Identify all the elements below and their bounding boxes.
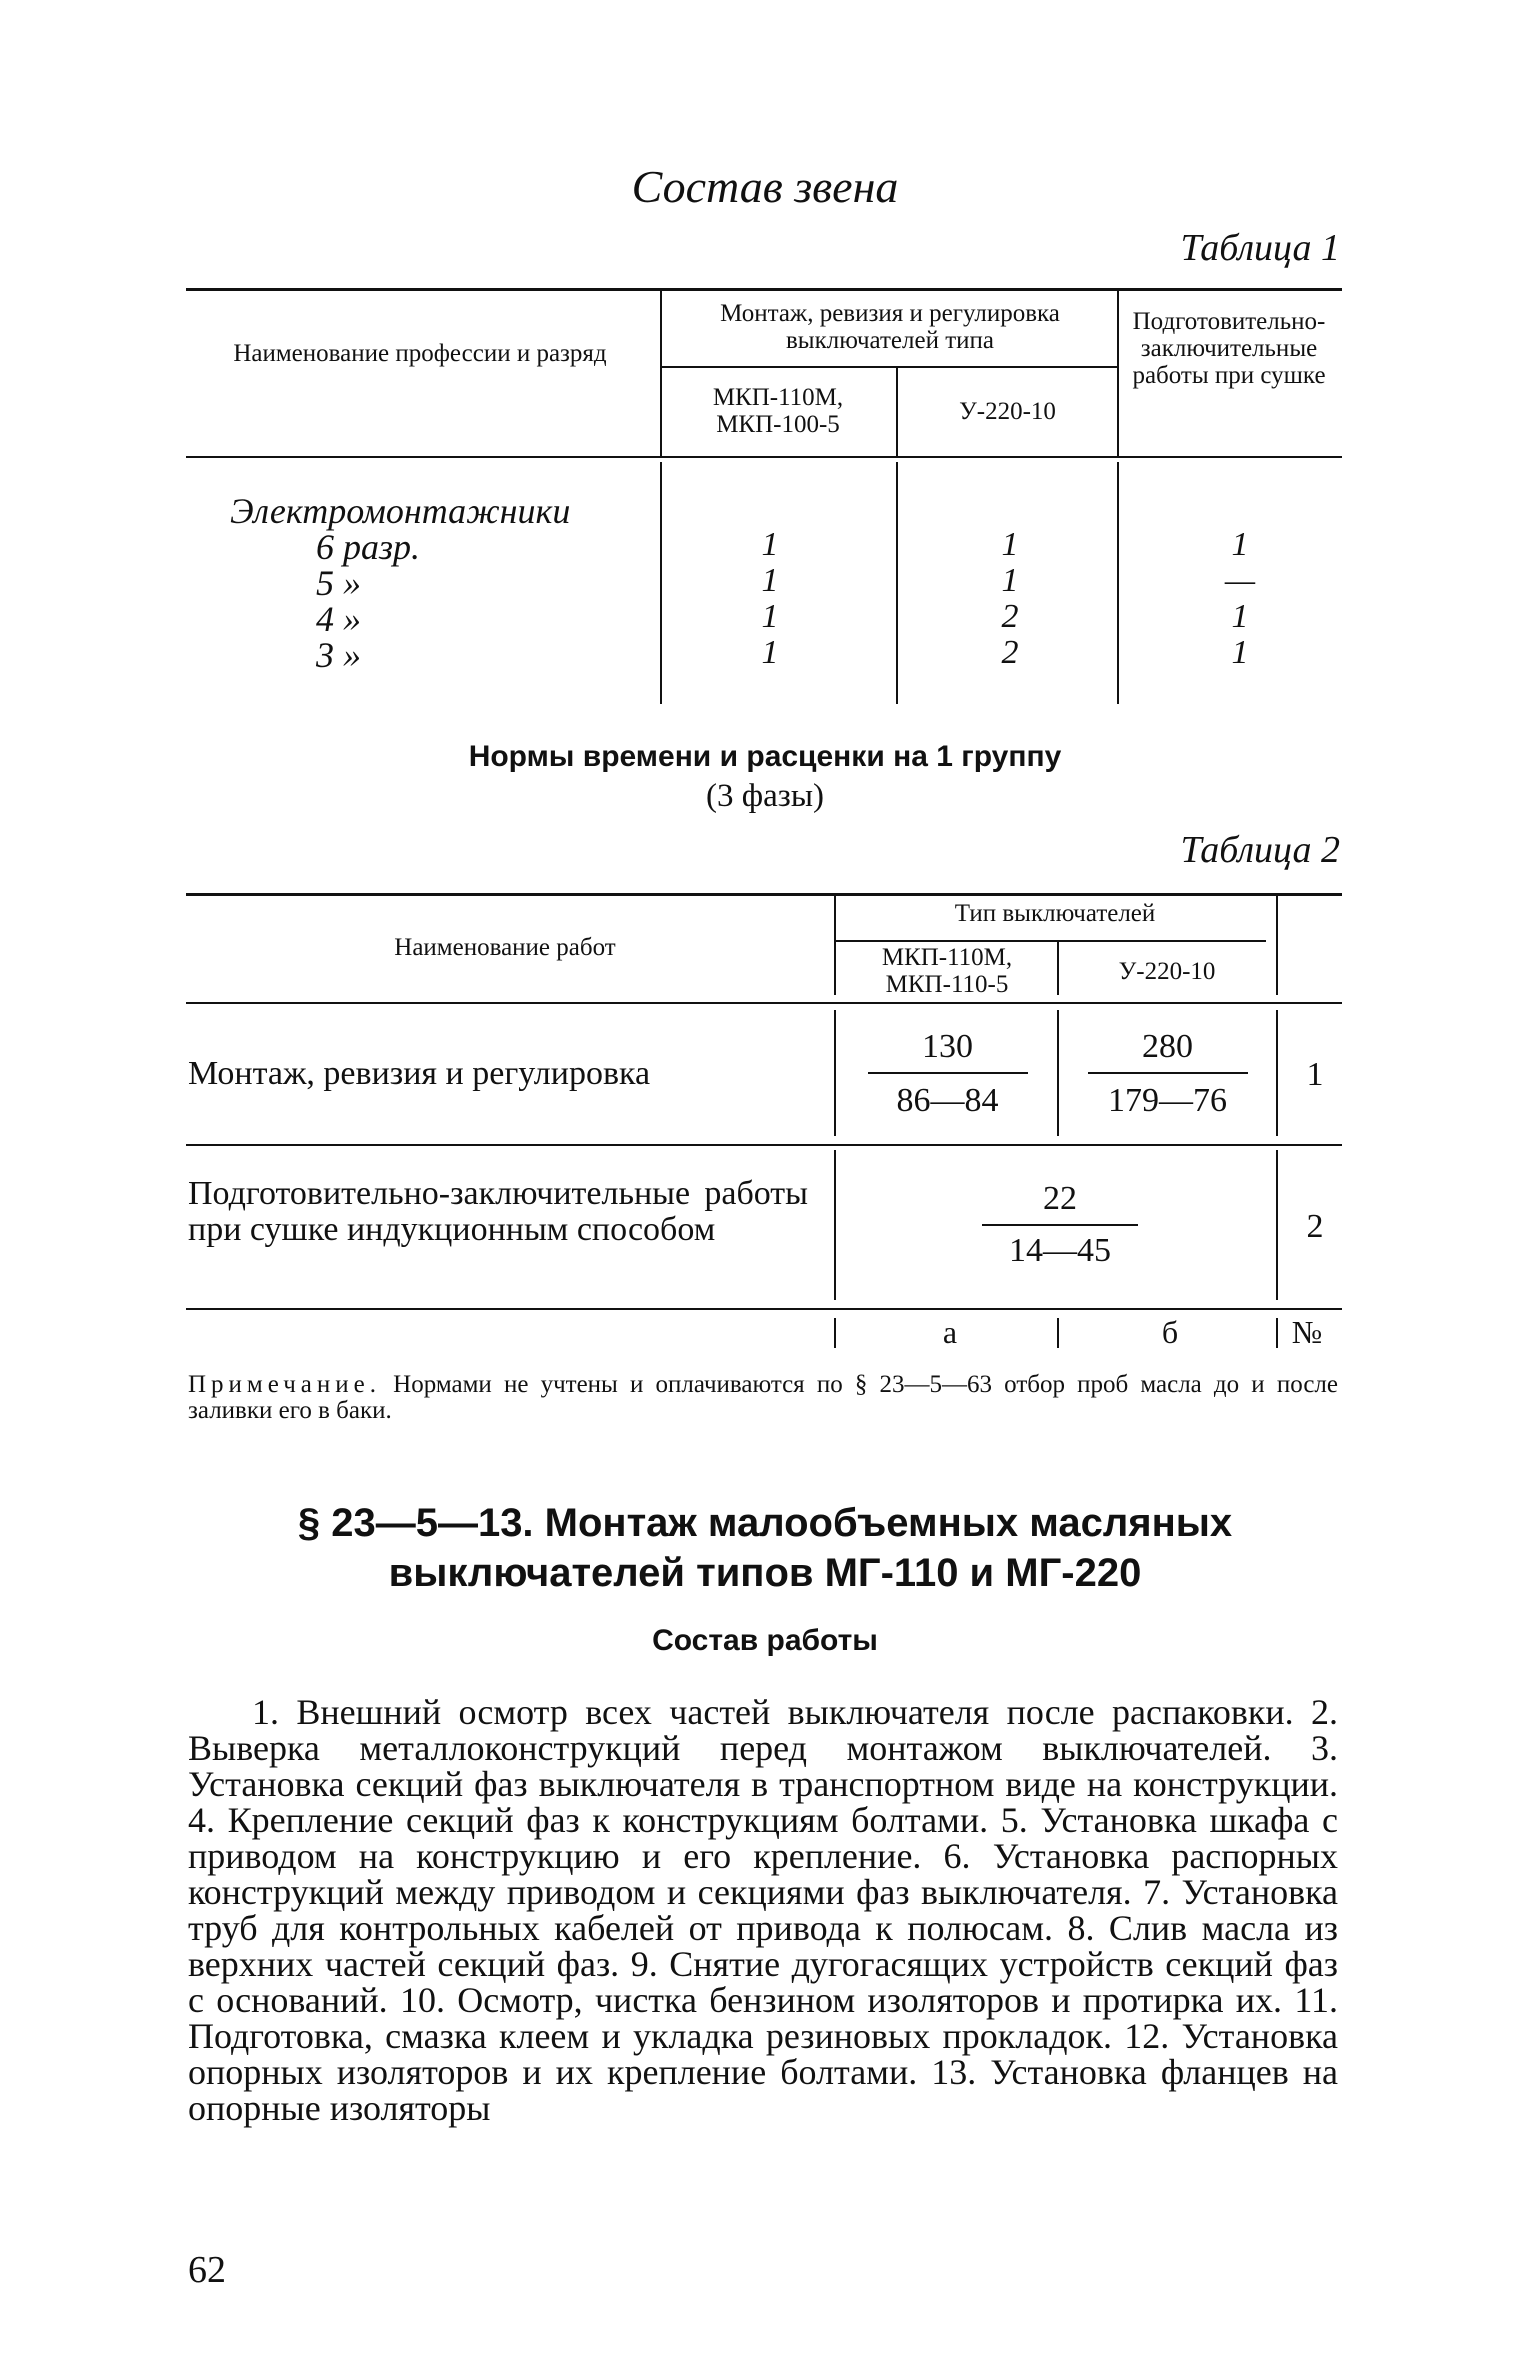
table2-footer-a: а	[942, 1314, 958, 1350]
table2-col-work: Наименование работ	[394, 934, 616, 961]
table1-vline-1	[660, 290, 662, 456]
table1-vline-2	[896, 368, 898, 456]
table1-heading: Состав звена	[631, 161, 899, 212]
table2-vline-7	[834, 1150, 836, 1300]
table2-footer-b: б	[1161, 1314, 1179, 1350]
table1-grade-5: 5 »	[316, 563, 361, 603]
table2-top-rule	[186, 893, 1342, 896]
table2-vline-10	[1057, 1318, 1059, 1348]
table2-row1-a-fraction-bar	[868, 1072, 1028, 1074]
section-subtitle: Состав работы	[652, 1624, 878, 1657]
page-number: 62	[188, 2249, 226, 2291]
table2-vline-2	[1057, 942, 1059, 995]
table2-col-b: У-220-10	[1118, 958, 1216, 985]
table1-vline-5	[896, 462, 898, 704]
table2-heading-line2: (3 фазы)	[706, 778, 824, 814]
table1-r1-a: 1	[761, 526, 779, 563]
table2-vline-5	[1057, 1010, 1059, 1136]
table1-label: Таблица 1	[1180, 227, 1340, 269]
table1-grade-3: 3 »	[316, 635, 361, 675]
table1-r3-c: 1	[1231, 598, 1249, 635]
table2-vline-8	[1276, 1150, 1278, 1300]
table1-grade-6: 6 разр.	[316, 527, 421, 567]
table1-col-a: МКП-110М, МКП-100-5	[712, 384, 844, 438]
table1-r2-b: 1	[1001, 562, 1019, 599]
table2-note	[188, 1372, 1338, 1424]
table1-col-profession: Наименование профессии и разряд	[233, 340, 607, 367]
table2-row1-no: 1	[1306, 1056, 1324, 1093]
table1-r1-c: 1	[1231, 526, 1249, 563]
section-title	[200, 1498, 1330, 1598]
table1-top-rule	[186, 288, 1342, 291]
table1-r3-a: 1	[761, 598, 779, 635]
table1-profession: Электромонтажники	[230, 491, 571, 531]
table2-col-a: МКП-110М, МКП-110-5	[881, 944, 1013, 998]
table1-r4-b: 2	[1001, 634, 1019, 671]
table2-bottom-rule	[186, 1308, 1342, 1310]
table2-row2-bottom: 14—45	[1009, 1232, 1111, 1269]
note-label: Примечание.	[188, 1371, 382, 1398]
table1-grade-4: 4 »	[316, 599, 361, 639]
table2-row1-name: Монтаж, ревизия и регулировка	[188, 1055, 651, 1092]
table1-col-c: Подготовительно-заключительные работы при сушке	[1132, 308, 1326, 389]
table1-r1-b: 1	[1001, 526, 1019, 563]
table2-row1-a-bottom: 86—84	[896, 1082, 999, 1119]
table2-row1-b-top: 280	[1142, 1028, 1193, 1065]
table2-vline-1	[834, 895, 836, 995]
table1-header-rule	[186, 456, 1342, 458]
table2-subheader-rule	[836, 940, 1266, 942]
table2-footer-no: №	[1291, 1314, 1323, 1350]
section-title-line1: § 23—5—13. Монтаж малообъемных масляных	[297, 1501, 1233, 1545]
table2-col-type: Тип выключателей	[954, 900, 1156, 927]
table2-row2-top: 22	[1043, 1180, 1077, 1217]
table1-r3-b: 2	[1001, 598, 1019, 635]
table2-row2-fraction-bar	[982, 1224, 1138, 1226]
table2-vline-3	[1276, 895, 1278, 995]
table1-col-group: Монтаж, ревизия и регулировка выключателей типа	[720, 300, 1060, 354]
table1-subheader-rule	[662, 366, 1118, 368]
section-body: 1. Внешний осмотр всех частей выключателя после распаковки. 2. Выверка металлоконструкций перед монтажом выключателей. 3. Установка секций фаз выключателя в транспортном виде на конструкции. 4. Крепление секций фаз к конструкциям болтами. 5. Установка шкафа с приводом на конструкцию и его крепление. 6. Установка распорных конструкций между приводом и секциями фаз выключателя. 7. Установка труб для контрольных кабелей от привода к полюсам. 8. Слив масла из верхних частей секций фаз. 9. Снятие дугогасящих устройств секций фаз с оснований. 10. Осмотр, чистка бензином изоляторов и протирка их. 11. Подготовка, смазка клеем и укладка резиновых прокладок. 12. Установка опорных изоляторов и их крепление болтами. 13. Установка фланцев на опорные изоляторы	[188, 1694, 1338, 2128]
table1-r2-c: —	[1224, 562, 1256, 599]
table1-r2-a: 1	[761, 562, 779, 599]
table2-vline-6	[1276, 1010, 1278, 1136]
table2-row2-name: Подготовительно-заключительные работы при сушке индукционным способом	[188, 1175, 808, 1248]
table1-vline-3	[1117, 290, 1119, 456]
table1-vline-6	[1117, 462, 1119, 704]
table1-r4-c: 1	[1231, 634, 1249, 671]
table2-vline-9	[834, 1318, 836, 1348]
table2-vline-11	[1276, 1318, 1278, 1348]
table2-vline-4	[834, 1010, 836, 1136]
table2-row-rule	[186, 1144, 1342, 1146]
table2-heading-line1: Нормы времени и расценки на 1 группу	[468, 740, 1062, 773]
table2-header-rule	[186, 1002, 1342, 1004]
table2-row2-no: 2	[1306, 1208, 1324, 1245]
table2-row1-b-fraction-bar	[1088, 1072, 1248, 1074]
note-text: Нормами не учтены и оплачиваются по § 23—5—63 отбор проб масла до и после заливки его в баки.	[188, 1371, 1338, 1424]
table1-vline-4	[660, 462, 662, 704]
table1-col-b: У-220-10	[959, 398, 1056, 425]
section-title-line2: выключателей типов МГ-110 и МГ-220	[388, 1551, 1142, 1595]
table2-label: Таблица 2	[1180, 829, 1340, 871]
table2-row1-a-top: 130	[922, 1028, 973, 1065]
table1-r4-a: 1	[761, 634, 779, 671]
table2-row1-b-bottom: 179—76	[1108, 1082, 1227, 1119]
